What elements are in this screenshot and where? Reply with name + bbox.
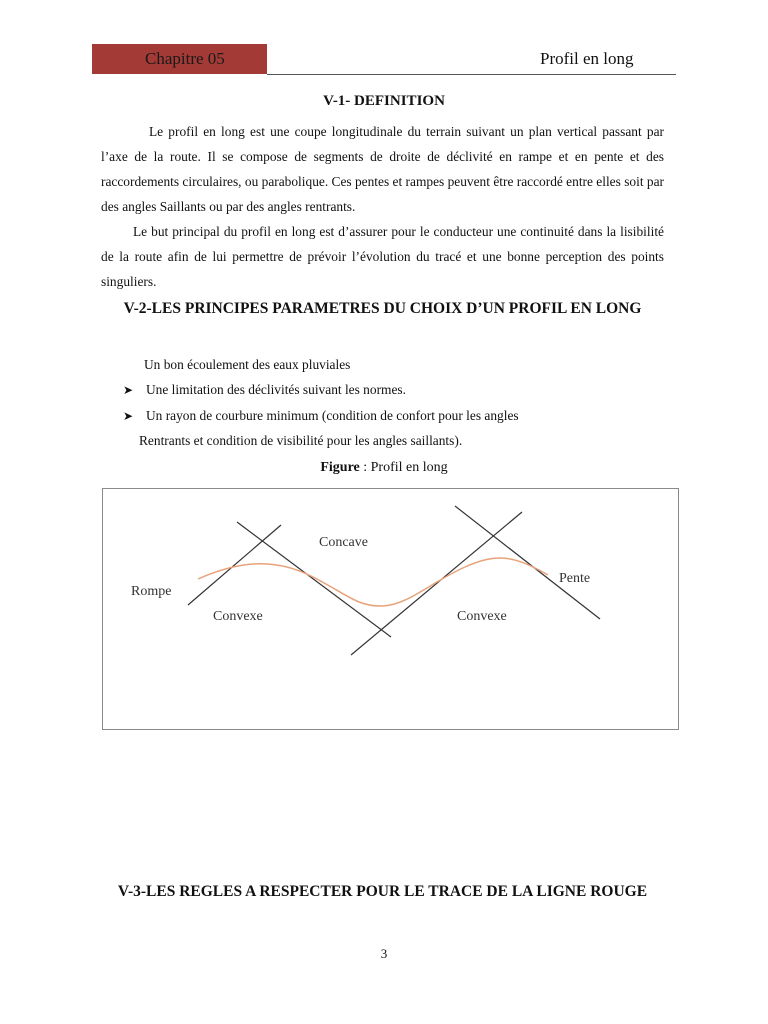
- section1-paragraph2: Le but principal du profil en long est d’assurer pour le conducteur une continuité dans la lisibilité de la route afin de lui permettre de prévoir l’évolution du tracé et une bonne perception des points singuliers.: [101, 224, 664, 289]
- section2-intro: Un bon écoulement des eaux pluviales: [144, 357, 351, 372]
- grade-line-ramp-2: [351, 512, 522, 655]
- bullet-item-2-continuation: Rentrants et condition de visibilité pour les angles saillants).: [139, 433, 463, 448]
- chapter-badge: [92, 44, 267, 74]
- grade-line-ramp: [188, 525, 281, 605]
- bullet-item-1: Une limitation des déclivités suivant les normes.: [146, 382, 406, 397]
- label-rampe: Rompe: [131, 584, 172, 599]
- header-title: Profil en long: [540, 49, 634, 68]
- figure-caption-text: : Profil en long: [359, 460, 448, 475]
- label-convexe-right: Convexe: [457, 609, 507, 624]
- bullet-arrow-icon: ➤: [123, 409, 134, 423]
- figure-caption: [0, 460, 768, 476]
- red-line-curve: [198, 558, 548, 606]
- label-convexe-left: Convexe: [213, 609, 263, 624]
- section2-heading: V-2-LES PRINCIPES PARAMETRES DU CHOIX D’UN PROFIL EN LONG: [123, 300, 642, 317]
- section3-heading: V-3-LES REGLES A RESPECTER POUR LE TRACE DE LA LIGNE ROUGE: [117, 883, 648, 900]
- chapter-label: Chapitre 05: [145, 49, 225, 68]
- page-number: 3: [380, 946, 388, 961]
- section1-paragraph1: Le profil en long est une coupe longitudinale du terrain suivant un plan vertical passant par l’axe de la route. Il se compose de segments de droite de déclivité en rampe et en pente et des raccordements circulaires, ou parabolique. Ces pentes et rampes peuvent être raccordé entre elles soit par des angles Saillants ou par des angles rentrants.: [101, 124, 664, 214]
- profile-diagram: [103, 489, 678, 729]
- label-pente: Pente: [559, 571, 591, 586]
- bullet-item-2: Un rayon de courbure minimum (condition de confort pour les angles: [146, 408, 519, 423]
- header-rule: [267, 74, 676, 75]
- section1-heading: V-1- DEFINITION: [323, 93, 445, 109]
- bullet-arrow-icon: ➤: [123, 383, 134, 397]
- profile-figure: [102, 488, 679, 730]
- label-concave: Concave: [319, 535, 368, 550]
- figure-caption-label: Figure: [320, 460, 360, 475]
